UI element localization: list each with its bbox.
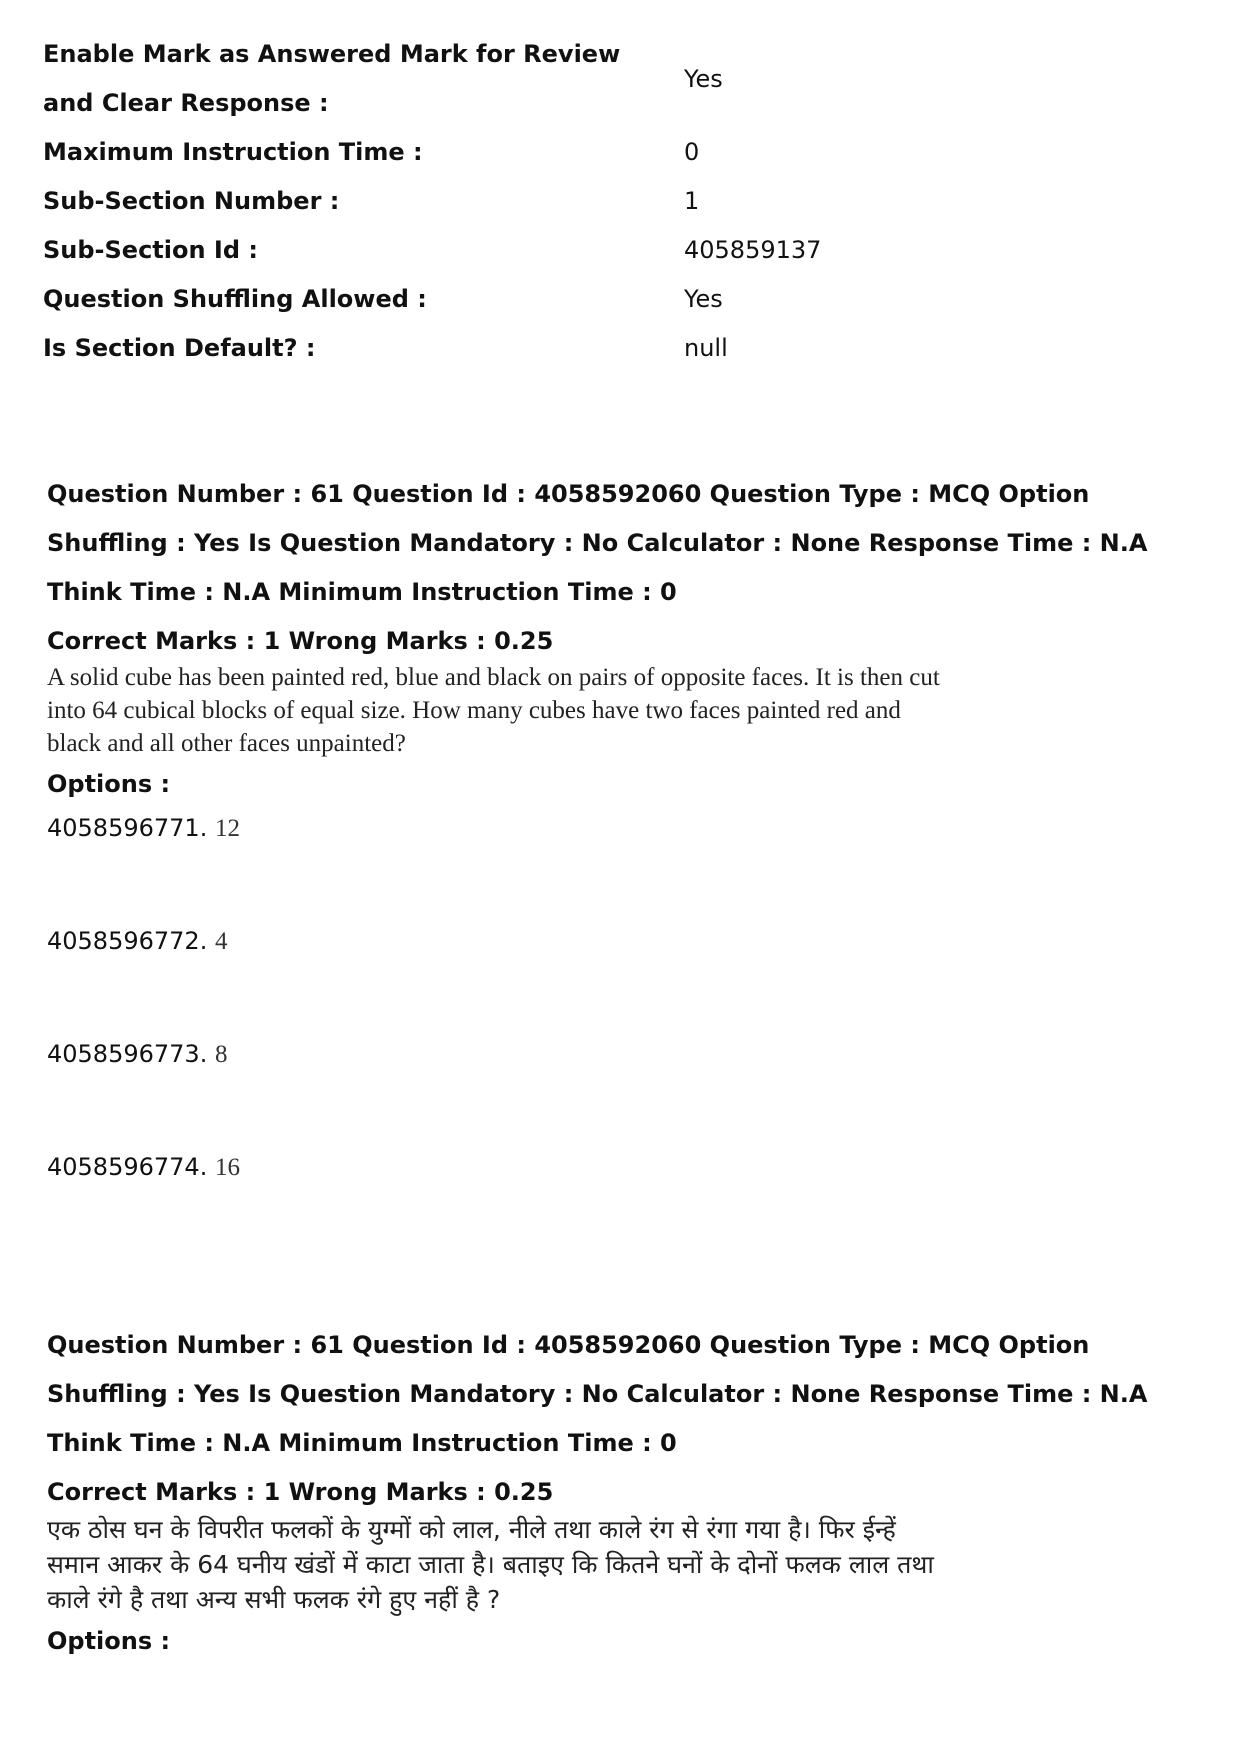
meta-row-sub-section-number — [43, 177, 1193, 226]
meta-value: 0 — [684, 138, 700, 166]
options-label: Options : — [47, 1627, 171, 1655]
meta-row-sub-section-id — [43, 226, 1193, 275]
question-marks: Correct Marks : 1 Wrong Marks : 0.25 — [47, 627, 554, 655]
options-label: Options : — [47, 770, 171, 798]
option-3 — [47, 1036, 1207, 1141]
option-value: 4 — [214, 928, 228, 955]
meta-value: Yes — [684, 65, 723, 93]
meta-row-question-shuffling — [43, 275, 1193, 324]
meta-label: Question Shuffling Allowed : — [43, 285, 427, 313]
question-header: Question Number : 61 Question Id : 4058592060 Question Type : MCQ Option Shuffling : Yes Is Question Mandatory : No Calculator : None Response Time : N.A Think Time : N.A Minimum Instruction Time : 0 — [47, 1331, 1148, 1457]
question-marks: Correct Marks : 1 Wrong Marks : 0.25 — [47, 1478, 554, 1506]
section-metadata — [43, 30, 1193, 373]
option-1 — [47, 810, 1207, 915]
question-block-hindi — [47, 1321, 1207, 1659]
meta-label: Enable Mark as Answered Mark for Review and Clear Response : — [43, 40, 621, 117]
meta-label: Sub-Section Number : — [43, 187, 340, 215]
option-id: 4058596772. — [47, 927, 208, 955]
question-text: एक ठोस घन के विपरीत फलकों के युग्मों को लाल, नीले तथा काले रंग से रंगा गया है। फिर ईन्हें समान आकर के 64 घनीय खंडों में काटा जाता है। बताइए कि कितने घनों के दोनों फलक लाल तथा काले रंगे है तथा अन्य सभी फलक रंगे हुए नहीं है ? — [47, 1515, 934, 1614]
option-id: 4058596773. — [47, 1040, 208, 1068]
option-value: 12 — [214, 815, 240, 842]
question-text: A solid cube has been painted red, blue and black on pairs of opposite faces. It is then cut into 64 cubical blocks of equal size. How many cubes have two faces painted red and black and all other faces unpainted? — [47, 664, 940, 757]
meta-label: Sub-Section Id : — [43, 236, 258, 264]
question-header: Question Number : 61 Question Id : 4058592060 Question Type : MCQ Option Shuffling : Yes Is Question Mandatory : No Calculator : None Response Time : N.A Think Time : N.A Minimum Instruction Time : 0 — [47, 480, 1148, 606]
meta-label: Is Section Default? : — [43, 334, 316, 362]
meta-row-max-instruction-time — [43, 128, 1193, 177]
meta-row-mark-answered — [43, 30, 1193, 128]
meta-value: 1 — [684, 187, 700, 215]
meta-value: Yes — [684, 285, 723, 313]
option-id: 4058596774. — [47, 1153, 208, 1181]
option-value: 8 — [214, 1041, 228, 1068]
meta-value: 405859137 — [684, 236, 822, 264]
meta-row-section-default — [43, 324, 1193, 373]
question-block-english — [47, 470, 1207, 1254]
option-value: 16 — [214, 1154, 240, 1181]
option-2 — [47, 923, 1207, 1028]
meta-value: null — [684, 334, 728, 362]
meta-label: Maximum Instruction Time : — [43, 138, 423, 166]
option-4 — [47, 1149, 1207, 1254]
option-id: 4058596771. — [47, 814, 208, 842]
